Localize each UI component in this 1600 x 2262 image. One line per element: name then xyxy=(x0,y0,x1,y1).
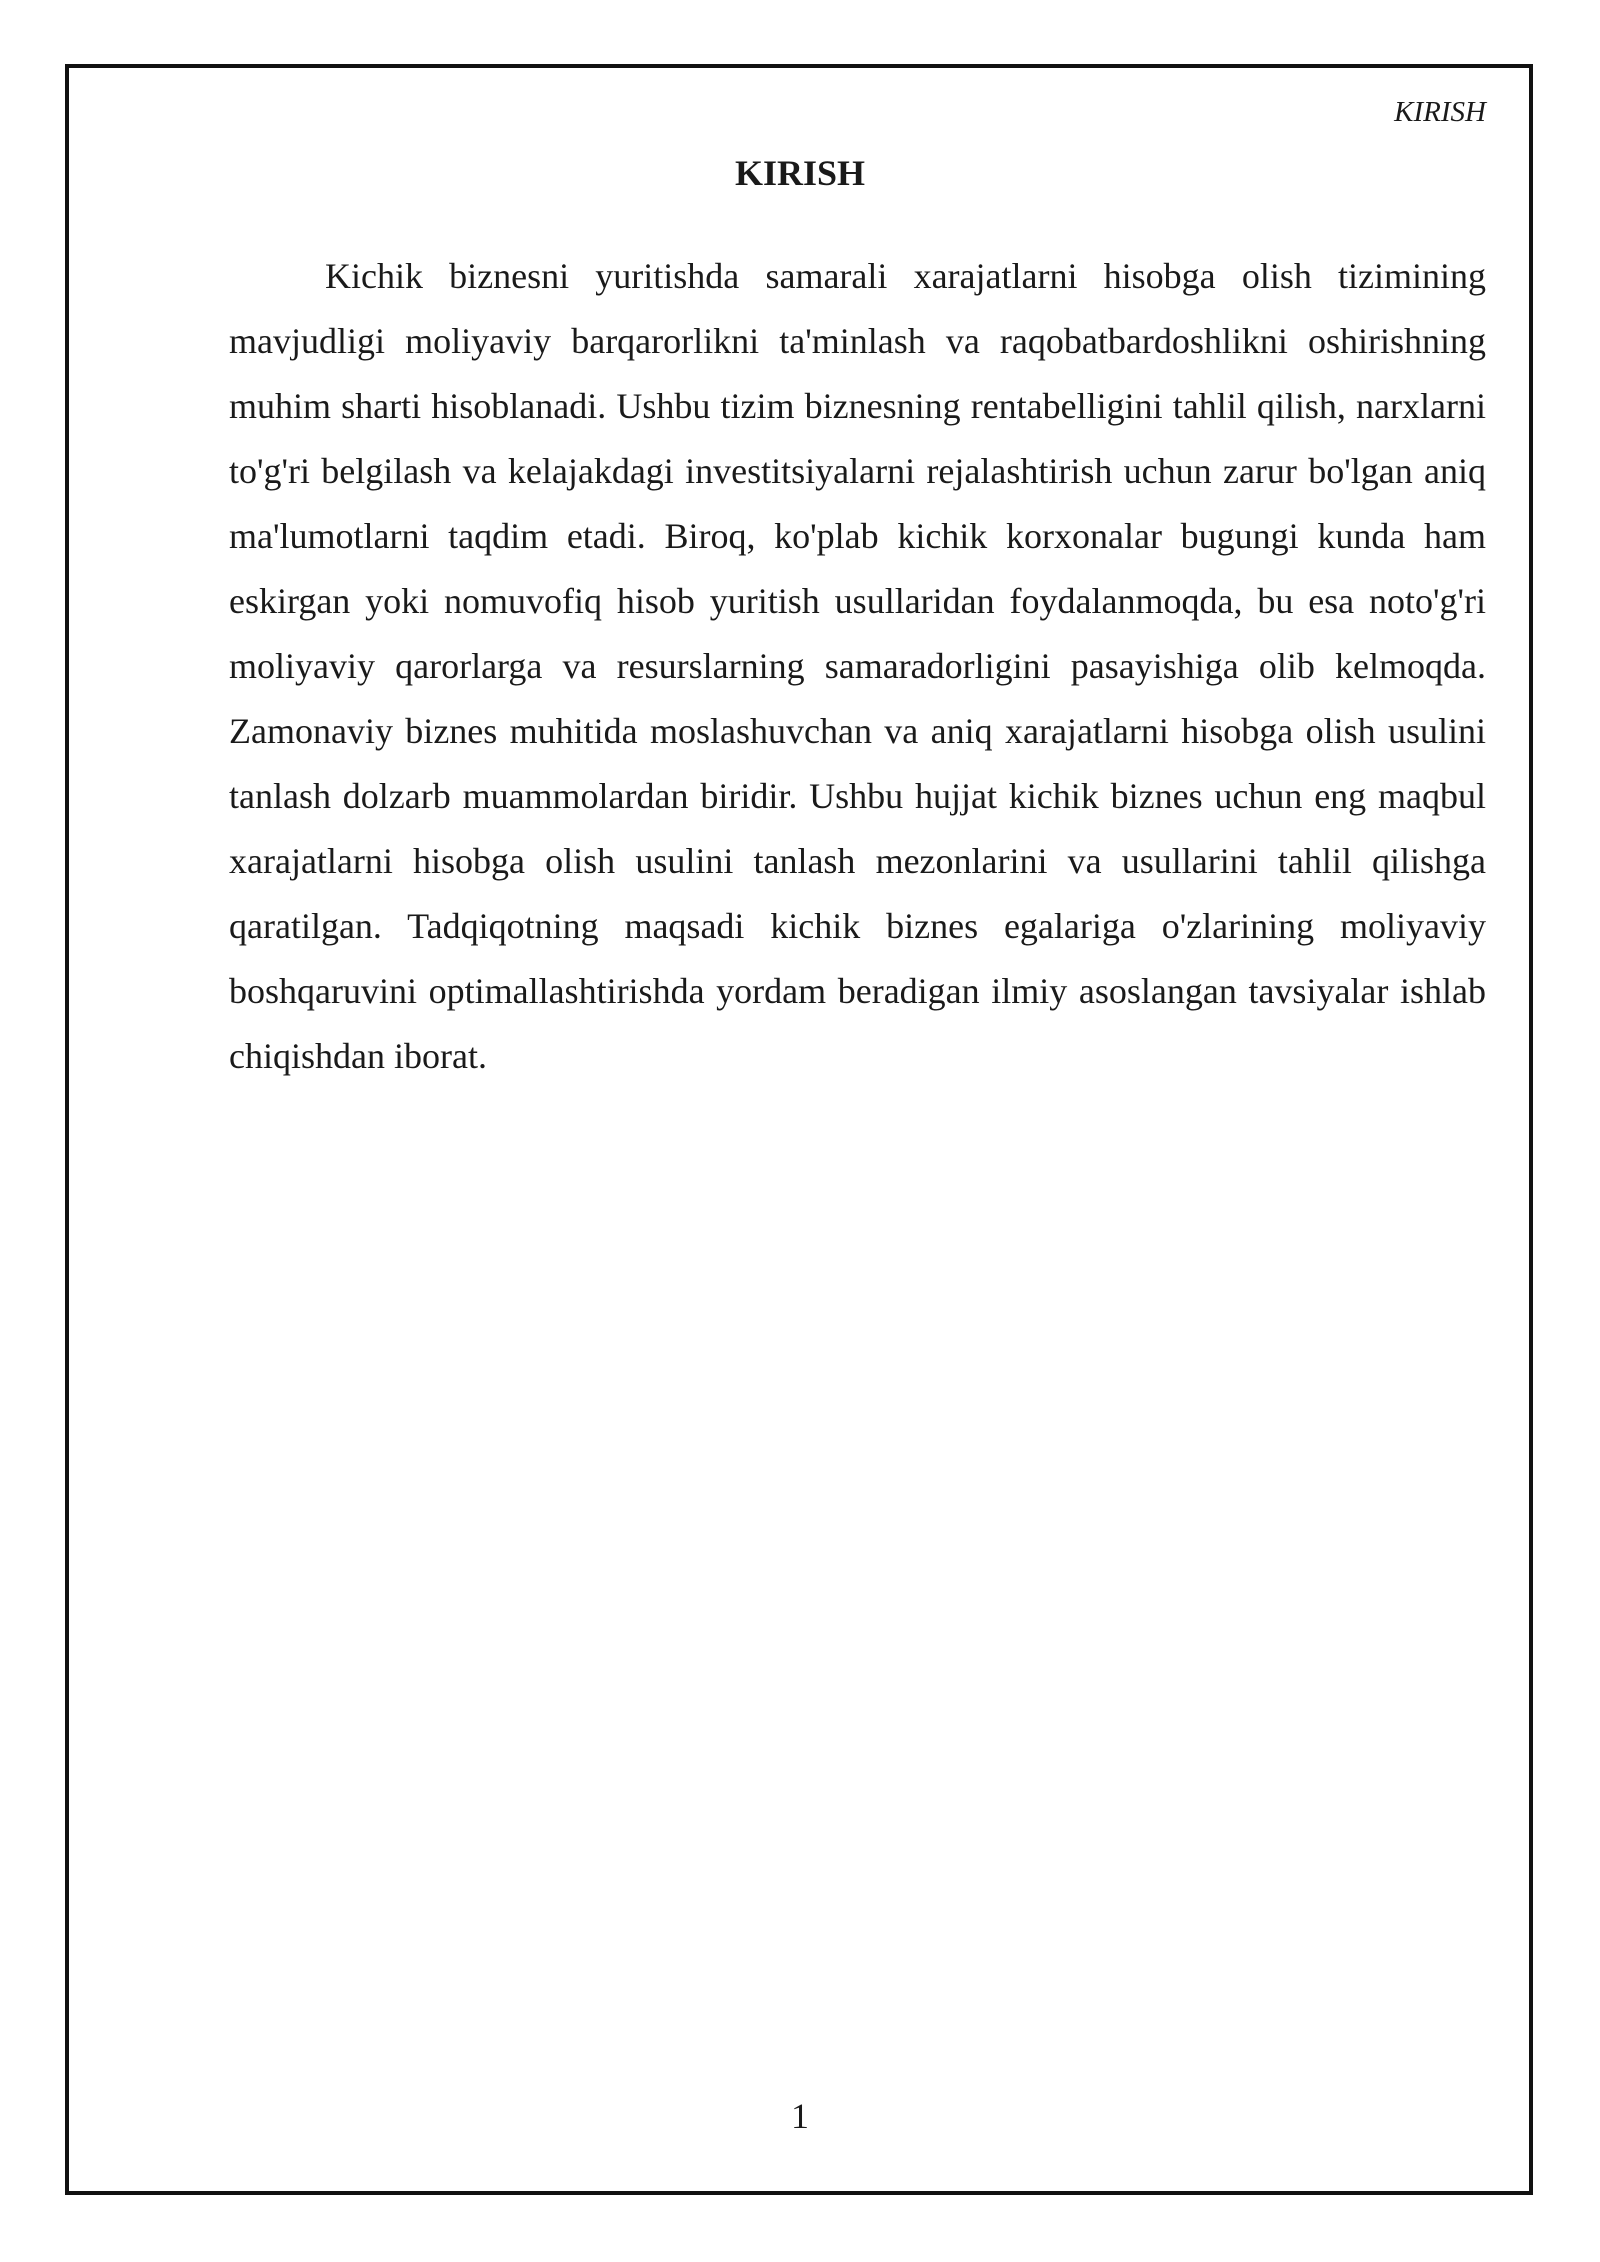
running-header: KIRISH xyxy=(1394,96,1486,128)
page-number: 1 xyxy=(791,2096,809,2136)
body-paragraph: Kichik biznesni yuritishda samarali xarajatlarni hisobga olish tizimining mavjudligi moliyaviy barqarorlikni ta'minlash va raqobatbardoshlikni oshirishning muhim sharti hisoblanadi. Ushbu tizim biznesning rentabelligini tahlil qilish, narxlarni to'g'ri belgilash va kelajakdagi investitsiyalarni rejalashtirish uchun zarur bo'lgan aniq ma'lumotlarni taqdim etadi. Biroq, ko'plab kichik korxonalar bugungi kunda ham eskirgan yoki nomuvofiq hisob yuritish usullaridan foydalanmoqda, bu esa noto'g'ri moliyaviy qarorlarga va resurslarning samaradorligini pasayishiga olib kelmoqda. Zamonaviy biznes muhitida moslashuvchan va aniq xarajatlarni hisobga olish usulini tanlash dolzarb muammolardan biridir. Ushbu hujjat kichik biznes uchun eng maqbul xarajatlarni hisobga olish usulini tanlash mezonlarini va usullarini tahlil qilishga qaratilgan. Tadqiqotning maqsadi kichik biznes egalariga o'zlarining moliyaviy boshqaruvini optimallashtirishda yordam beradigan ilmiy asoslangan tavsiyalar ishlab chiqishdan iborat. xyxy=(229,256,1486,1076)
page-title: KIRISH xyxy=(734,153,866,193)
